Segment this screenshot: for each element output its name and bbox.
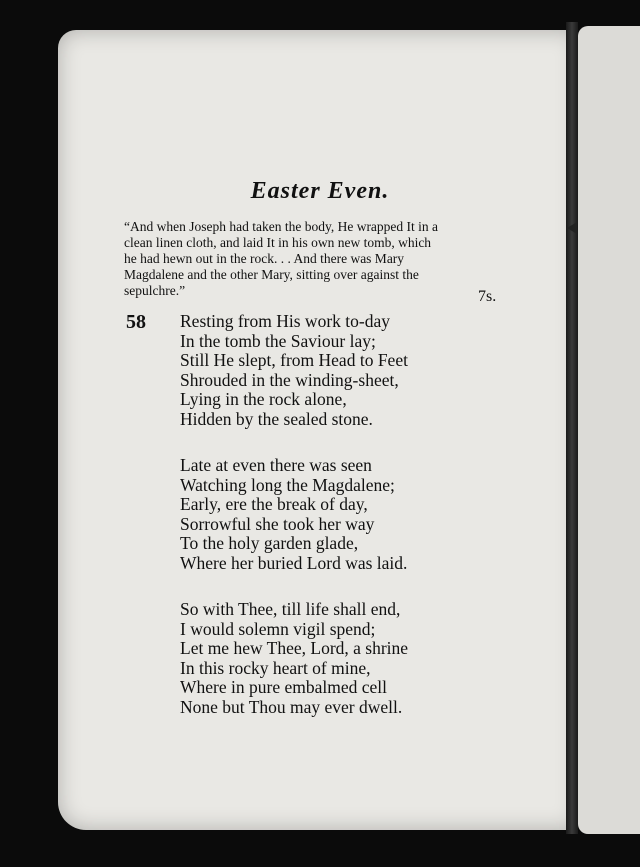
stanza-1 <box>180 312 408 429</box>
page-marker-arrow <box>567 222 577 234</box>
verse-line: Watching long the Magdalene; <box>180 474 395 495</box>
verse-line: Where in pure embalmed cell <box>180 677 387 697</box>
hymn-meter: 7s. <box>478 288 497 305</box>
epigraph-line: Magdalene and the other Mary, sitting over against the <box>124 267 419 282</box>
verse-line: Let me hew Thee, Lord, a shrine <box>180 638 409 658</box>
stanza-3 <box>180 600 408 717</box>
verse-line: Early, ere the break of day, <box>180 494 368 514</box>
epigraph-line: he had hewn out in the rock. . . And there was Mary <box>124 251 405 266</box>
verse-line: So with Thee, till life shall end, <box>180 599 401 619</box>
book-gutter <box>566 22 578 834</box>
verse-line: Where her buried Lord was laid. <box>180 552 408 573</box>
verse-line: Resting from His work to-day <box>180 311 390 331</box>
epigraph-line: clean linen cloth, and laid It in his own new tomb, which <box>124 235 432 250</box>
hymn-verses <box>180 312 408 744</box>
page-title: Easter Even. <box>250 178 390 204</box>
verse-line: Lying in the rock alone, <box>180 389 347 409</box>
verse-line: To the holy garden glade, <box>180 533 359 553</box>
verse-line: Hidden by the sealed stone. <box>180 408 373 429</box>
epigraph-line: sepulchre.” <box>124 283 186 298</box>
verse-line: I would solemn vigil spend; <box>180 618 376 639</box>
hymn-number: 58 <box>126 311 146 333</box>
verse-line: Still He slept, from Head to Feet <box>180 350 408 370</box>
verse-line: Late at even there was seen <box>180 455 372 475</box>
verse-line: Shrouded in the winding-sheet, <box>180 369 399 390</box>
verse-line: In the tomb the Saviour lay; <box>180 330 376 351</box>
verse-line: Sorrowful she took her way <box>180 513 375 534</box>
verse-line: In this rocky heart of mine, <box>180 657 371 678</box>
verse-line: None but Thou may ever dwell. <box>180 696 403 717</box>
epigraph-line: “And when Joseph had taken the body, He wrapped It in a <box>124 219 439 234</box>
scripture-epigraph <box>124 219 504 299</box>
stanza-2 <box>180 456 408 573</box>
facing-page-edge <box>578 26 640 834</box>
